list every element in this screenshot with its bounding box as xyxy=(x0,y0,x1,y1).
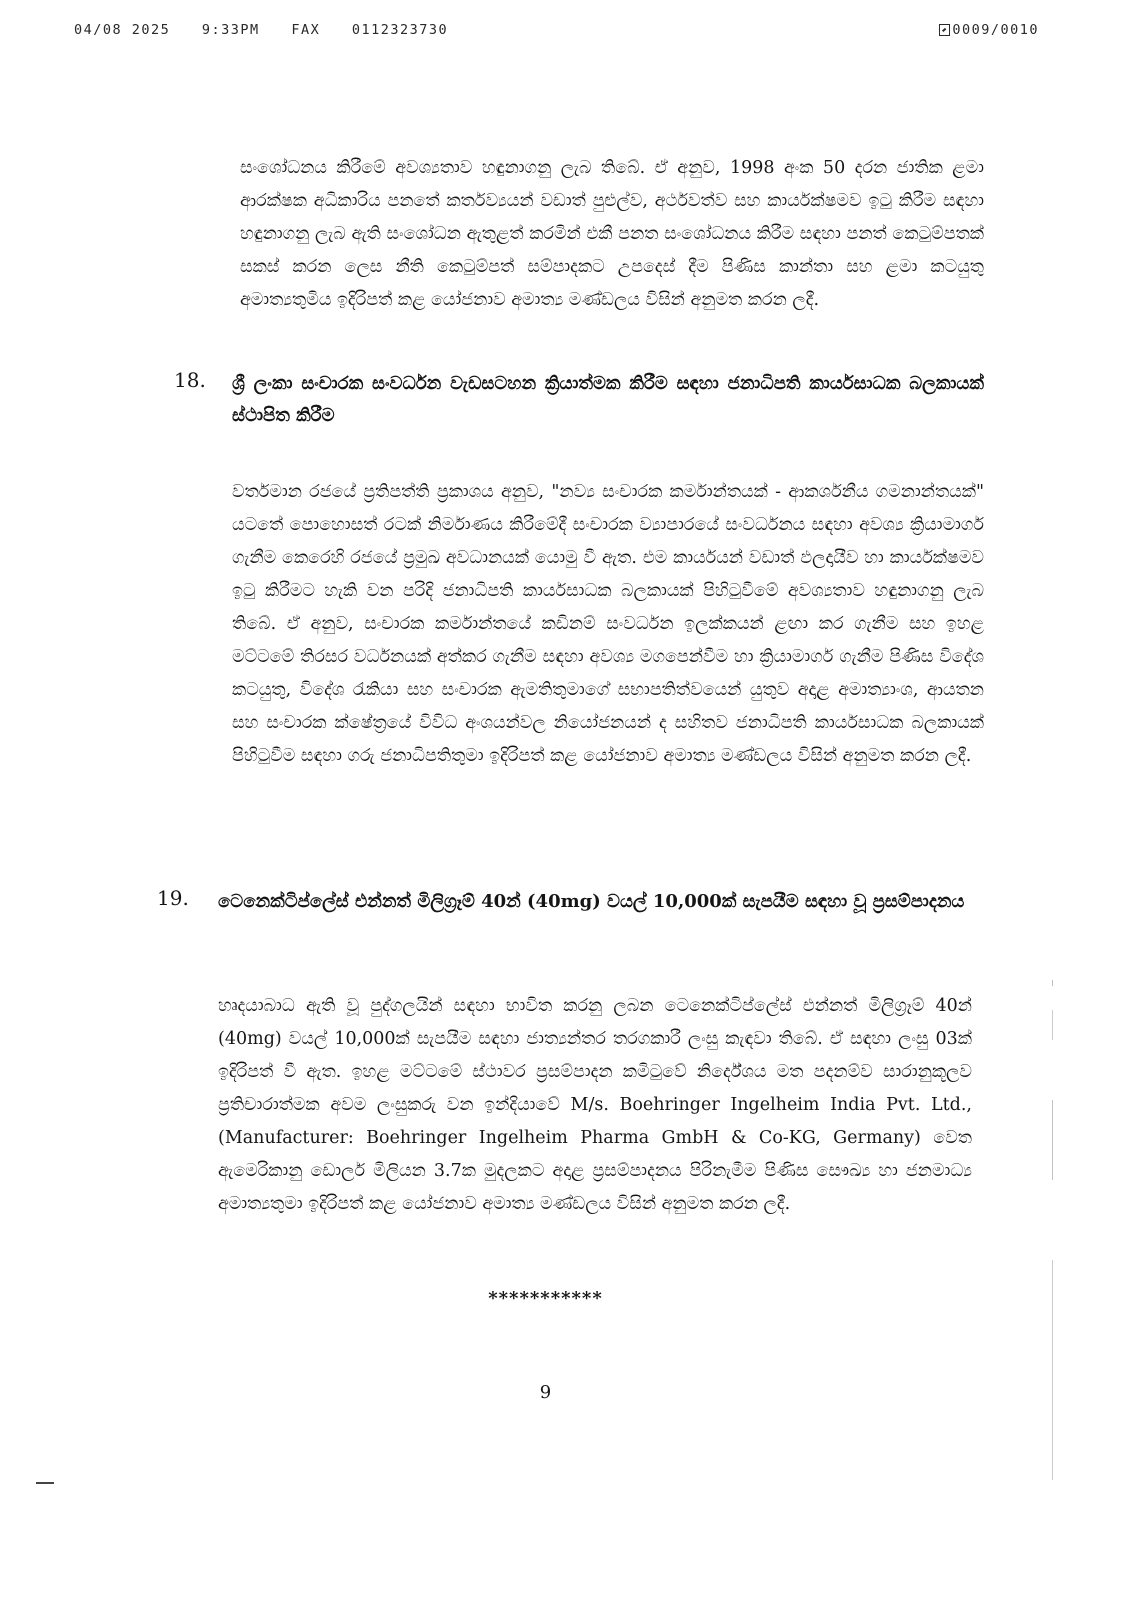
fax-page-icon xyxy=(939,24,950,36)
item-18-number: 18. xyxy=(174,368,206,392)
fax-date: 04/08 2025 xyxy=(74,22,171,38)
fax-header xyxy=(74,22,1039,42)
item-18-title: ශ්‍රී ලංකා සංචාරක සංවර්ධන වැඩසටහන ක්‍රියාත්මක කිරීම සඳහා ජනාධිපති කාර්යසාධක බලකායක් ස්ථාපිත කිරීම xyxy=(232,373,984,426)
item-18-body: වර්තමාන රජයේ ප්‍රතිපත්ති ප්‍රකාශය අනුව, "නව්‍ය සංචාරක කර්මාන්තයක් - ආකර්ශනීය ගමනාන්තයක්" යටතේ පොහොසත් රටක් නිර්මාණය කිරීමේදී සංචාරක ව්‍යාපාරයේ සංවර්ධනය සඳහා අවශ්‍ය ක්‍රියාමාර්ග ගැනීම කෙරෙහි රජයේ ප්‍රමුඛ අවධානයක් යොමු වී ඇත. එම කාර්යයන් වඩාත් ඵලදායීව හා කාර්යක්ෂමව ඉටු කිරීමට හැකි වන පරිදි ජනාධිපති කාර්යසාධක බලකායක් පිහිටුවීමේ අවශ්‍යතාව හඳුනාගනු ලැබ තිබේ. ඒ අනුව, සංචාරක කර්මාන්තයේ කඩිනම් සංවර්ධන ඉලක්කයන් ළඟා කර ගැනීම සහ ඉහළ මට්ටමේ තිරසර වර්ධනයක් අත්කර ගැනීම සඳහා අවශ්‍ය මගපෙන්වීම හා ක්‍රියාමාර්ග ගැනීම පිණිස විදේශ කටයුතු, විදේශ රැකියා සහ සංචාරක ඇමතිතුමාගේ සභාපතිත්වයෙන් යුතුව අදාළ අමාත්‍යාංශ, ආයතන සහ සංචාරක ක්ෂේත්‍රයේ විවිධ අංශයන්වල නියෝජනයන් ද සහිතව ජනාධිපති කාර්යසාධක බලකායක් පිහිටුවීම සඳහා ගරු ජනාධිපතිතුමා ඉදිරිපත් කළ යෝජනාව අමාත්‍ය මණ්ඩලය විසින් අනුමත කරන ලදී. xyxy=(232,482,984,766)
page-number: 9 xyxy=(539,1382,552,1403)
fax-time: 9:33PM xyxy=(201,22,260,38)
margin-mark xyxy=(36,1482,54,1484)
fax-number: 0112323730 xyxy=(351,22,449,38)
fax-label: FAX xyxy=(291,22,321,38)
fax-page-counter-wrap xyxy=(939,22,1039,38)
item-19-number: 19. xyxy=(157,886,189,910)
fax-page-counter: 0009/0010 xyxy=(952,22,1039,38)
fax-transmission-info xyxy=(74,22,470,38)
item-19-body: හෘදයාබාධ ඇති වූ පුද්ගලයින් සඳහා භාවිත කරනු ලබන ටෙනෙක්ටිප්ලේස් එන්නත් මිලිග්‍රෑම් 40න් (40mg) වයල් 10,000ක් සැපයීම සඳහා ජාත්‍යන්තර තරගකාරී ලංසු කැඳවා තිබේ. ඒ සඳහා ලංසු 03ක් ඉදිරිපත් වී ඇත. ඉහළ මට්ටමේ ස්ථාවර ප්‍රසම්පාදන කමිටුවේ නිර්දේශය මත පදනම්ව සාරානුකූලව ප්‍රතිචාරාත්මක අවම ලංසුකරු වන ඉන්දියාවේ M/s. Boehringer Ingelheim India Pvt. Ltd., (Manufacturer: Boehringer Ingelheim Pharma GmbH & Co-KG, Germany) වෙත ඇමෙරිකානු ඩොලර් මිලියන 3.7ක මුදලකට අදාළ ප්‍රසම්පාදනය පිරිනැමීම පිණිස සෞඛ්‍ය හා ජනමාධ්‍ය අමාත්‍යතුමා ඉදිරිපත් කළ යෝජනාව අමාත්‍ය මණ්ඩලය විසින් අනුමත කරන ලදී. xyxy=(218,996,972,1214)
section-separator: *********** xyxy=(488,1288,603,1309)
item-19-title: ටෙනෙක්ටිප්ලේස් එන්නත් මිලිග්‍රෑම් 40න් (40mg) වයල් 10,000ක් සැපයීම සඳහා වූ ප්‍රසම්පාදනය xyxy=(218,891,965,912)
intro-paragraph: සංශෝධනය කිරීමේ අවශ්‍යතාව හඳුනාගනු ලැබ තිබේ. ඒ අනුව, 1998 අංක 50 දරන ජාතික ළමා ආරක්ෂක අධිකාරිය පනතේ කර්තව්‍යයන් වඩාත් පුළුල්ව, අර්ථවත්ව සහ කාර්යක්ෂමව ඉටු කිරීම සඳහා හඳුනාගනු ලැබ ඇති සංශෝධන ඇතුළත් කරමින් එකී පනත සංශෝධනය කිරීම සඳහා පනත් කෙටුම්පතක් සකස් කරන ලෙස නීති කෙටුම්පත් සම්පාදකට උපදෙස් දීම පිණිස කාන්තා සහ ළමා කටයුතු අමාත්‍යතුමිය ඉදිරිපත් කළ යෝජනාව අමාත්‍ය මණ්ඩලය විසින් අනුමත කරන ලදී. xyxy=(240,158,984,310)
scan-edge-line xyxy=(1052,980,1053,1480)
